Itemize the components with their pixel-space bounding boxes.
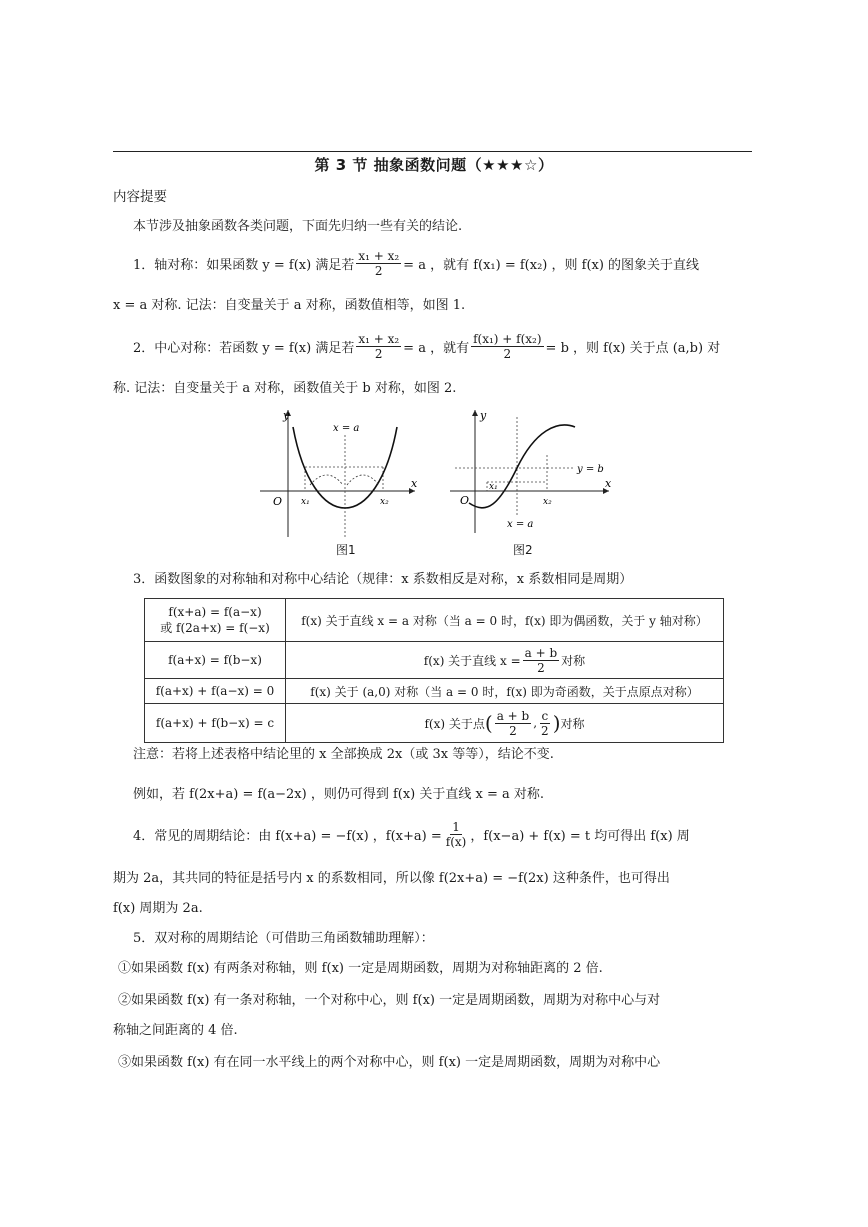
item1-suffix: = a ，就有 f(x₁) = f(x₂) ，则 f(x) 的图象关于直线 — [403, 257, 700, 273]
row2-frac-num: a + b — [524, 645, 558, 660]
fig1-label-x2: x₂ — [380, 497, 389, 507]
row4-right-suffix: 对称 — [560, 716, 585, 731]
fig2-label-y: y — [480, 409, 487, 422]
figure1-caption: 图1 — [336, 543, 356, 557]
row4-fraction1 — [495, 709, 532, 738]
row4-frac1-num: a + b — [496, 708, 530, 723]
fig2-label-axis: x = a — [507, 519, 534, 530]
row1-left-b: 或 f(2a+x) = f(−x) — [160, 621, 270, 635]
row4-frac2-num: c — [541, 708, 549, 723]
item4-frac-num: 1 — [452, 819, 460, 834]
item1-prefix: 1．轴对称：如果函数 y = f(x) 满足若 — [133, 257, 355, 273]
item2-suffix: = b ，则 f(x) 关于点 (a,b) 对 — [545, 340, 721, 356]
header-rule — [113, 151, 752, 152]
item4-line3: f(x) 周期为 2a. — [113, 901, 203, 916]
figure2-diagram — [447, 405, 617, 535]
item2-frac1-num: x₁ + x₂ — [358, 331, 400, 346]
item5-point2-line1: ②如果函数 f(x) 有一条对称轴，一个对称中心，则 f(x) 一定是周期函数，周期为对称中心与对 — [118, 993, 661, 1008]
row2-frac-den: 2 — [537, 660, 545, 675]
fig2-label-origin: O — [460, 494, 470, 507]
fig2-y-arrow — [472, 410, 478, 416]
table-row — [145, 679, 724, 704]
item4-fraction — [444, 820, 469, 849]
item4-frac-den: f(x) — [445, 834, 467, 849]
row4-paren-open: ( — [484, 711, 493, 735]
table-cell-condition: f(a+x) = f(b−x) — [145, 642, 286, 679]
fig2-label-x: x — [605, 477, 612, 490]
row4-frac2-den: 2 — [541, 723, 549, 738]
fig2-label-line: y = b — [577, 464, 604, 475]
item2-frac2-num: f(x₁) + f(x₂) — [473, 331, 542, 346]
item2-mid: = a ，就有 — [403, 340, 470, 356]
fig1-arc-left — [310, 475, 343, 485]
item1-line2: x = a 对称. 记法：自变量关于 a 对称，函数值相等，如图 1. — [113, 298, 466, 313]
item2-prefix: 2．中心对称：若函数 y = f(x) 满足若 — [133, 340, 355, 356]
intro-paragraph: 本节涉及抽象函数各类问题，下面先归纳一些有关的结论. — [133, 219, 463, 234]
item2-frac1-den: 2 — [374, 346, 383, 361]
table-row — [145, 704, 724, 743]
table-cell-condition — [145, 599, 286, 642]
item2-line1 — [133, 328, 720, 364]
table-row — [145, 599, 724, 642]
item4-line1 — [133, 814, 690, 854]
row4-frac1-den: 2 — [509, 723, 517, 738]
item5-point2-line2: 称轴之间距离的 4 倍. — [113, 1023, 238, 1038]
row1-left-a: f(x+a) = f(a−x) — [168, 605, 262, 619]
fig1-label-x: x — [411, 477, 418, 490]
item5-point1: ①如果函数 f(x) 有两条对称轴，则 f(x) 一定是周期函数，周期为对称轴距离的 2 倍. — [118, 961, 603, 976]
fig1-arc-right — [347, 475, 379, 485]
item2-frac2-den: 2 — [503, 346, 512, 361]
item2-fraction1 — [356, 332, 401, 361]
content-summary-label: 内容提要 — [113, 189, 167, 205]
fig1-label-axis: x = a — [333, 423, 360, 434]
item5-point3-line1: ③如果函数 f(x) 有在同一水平线上的两个对称中心，则 f(x) 一定是周期函数，周期为对称中心 — [118, 1055, 661, 1070]
item1-frac-num: x₁ + x₂ — [358, 248, 400, 263]
item1-fraction — [356, 249, 401, 278]
fig2-label-x2: x₂ — [543, 497, 552, 507]
fig1-label-origin: O — [273, 495, 283, 508]
table-cell-conclusion — [286, 704, 724, 743]
figure2-caption: 图2 — [513, 543, 533, 557]
item4-line2: 期为 2a，其共同的特征是括号内 x 的系数相同，所以像 f(2x+a) = −f(2x) 这种条件，也可得出 — [113, 871, 670, 886]
item1-line1 — [133, 245, 699, 281]
fig1-label-x1: x₁ — [301, 497, 310, 507]
table-row — [145, 642, 724, 679]
fig2-curve — [469, 425, 575, 508]
item5-heading: 5．双对称的周期结论（可借助三角函数辅助理解）： — [133, 931, 434, 946]
symmetry-rules-table — [144, 598, 724, 743]
item2-fraction2 — [471, 332, 543, 361]
item1-frac-den: 2 — [374, 263, 383, 278]
example-paragraph: 例如，若 f(2x+a) = f(a−2x) ，则仍可得到 f(x) 关于直线 x = a 对称. — [133, 787, 545, 802]
table-cell-condition: f(a+x) + f(b−x) = c — [145, 704, 286, 743]
row4-comma: , — [533, 716, 538, 730]
row2-right-prefix: f(x) 关于直线 x = — [423, 653, 521, 668]
figure1-diagram — [255, 405, 425, 545]
section-title: 第 3 节 抽象函数问题（★★★☆） — [314, 156, 554, 174]
item4-suffix: ，f(x−a) + f(x) = t 均可得出 f(x) 周 — [470, 828, 690, 844]
row4-right-prefix: f(x) 关于点 — [424, 716, 485, 731]
fig2-label-x1: x₁ — [489, 482, 498, 492]
table-cell-condition: f(a+x) + f(a−x) = 0 — [145, 679, 286, 704]
item3-heading: 3．函数图象的对称轴和对称中心结论（规律：x 系数相反是对称，x 系数相同是周期） — [133, 572, 633, 587]
row4-paren-close: ) — [552, 711, 561, 735]
table-cell-conclusion: f(x) 关于直线 x = a 对称（当 a = 0 时，f(x) 即为偶函数，关于 y 轴对称） — [286, 599, 724, 642]
item4-prefix: 4．常见的周期结论：由 f(x+a) = −f(x) ，f(x+a) = — [133, 828, 442, 844]
row2-fraction — [523, 646, 560, 675]
row4-fraction2 — [539, 709, 551, 738]
table-cell-conclusion — [286, 642, 724, 679]
note-paragraph: 注意：若将上述表格中结论里的 x 全部换成 2x（或 3x 等等），结论不变. — [133, 747, 554, 762]
table-cell-conclusion: f(x) 关于 (a,0) 对称（当 a = 0 时，f(x) 即为奇函数，关于点原点对称） — [286, 679, 724, 704]
row2-right-suffix: 对称 — [561, 653, 586, 668]
fig1-label-y: y — [283, 409, 290, 422]
item2-line2: 称. 记法：自变量关于 a 对称，函数值关于 b 对称，如图 2. — [113, 381, 457, 396]
